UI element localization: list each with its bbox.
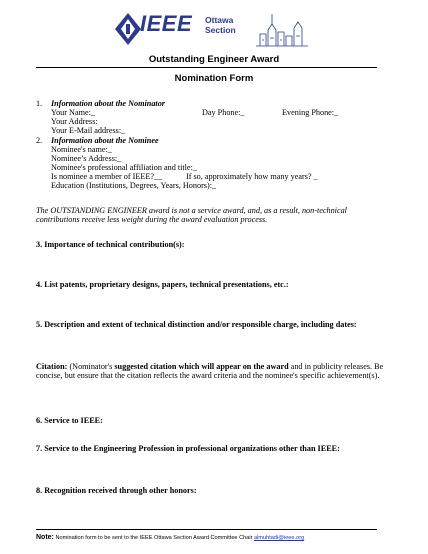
nominee-member-field[interactable]: Is nominee a member of IEEE?__ — [51, 172, 163, 181]
logo-section-line1: Ottawa — [205, 15, 234, 25]
award-note: The OUTSTANDING ENGINEER award is not a service award, and, as a result, non-technical contributions receive less weight during the award evaluation process. — [36, 206, 347, 225]
section-8-heading: 8. Recognition received through other honors: — [36, 486, 197, 495]
section-1-number: 1. — [36, 99, 43, 108]
citation-label: Citation: — [36, 362, 68, 371]
nominee-education-field[interactable]: Education (Institutions, Degrees, Years, Honors):_ — [51, 181, 217, 190]
nominator-email-field[interactable]: Your E-Mail address:_ — [51, 126, 126, 135]
citation-bold: suggested citation which will appear on the award — [114, 362, 289, 371]
citation-post: and in publicity releases. Be concise, but ensure that the citation reflects the award criteria and the nominee's specific achievement(s). — [36, 362, 384, 381]
footer-note-text: Nomination form to be sent to the IEEE Ottawa Section Award Committee Chair — [53, 535, 255, 541]
nominator-day-phone-field[interactable]: Day Phone:_ — [202, 108, 245, 117]
footer-note-label: Note: — [36, 534, 54, 541]
nominator-heading: Information about the Nominator — [51, 99, 165, 108]
nominee-address-field[interactable]: Nominee’s Address:_ — [51, 154, 122, 163]
section-3-heading: 3. Importance of technical contribution(s): — [36, 240, 185, 249]
section-7-heading: 7. Service to the Engineering Profession in professional organizations other than IEEE: — [36, 444, 340, 453]
form-subtitle: Nomination Form — [174, 73, 254, 84]
section-4-heading: 4. List patents, proprietary designs, papers, technical presentations, etc.: — [36, 280, 289, 289]
nominator-evening-phone-field[interactable]: Evening Phone:_ — [282, 108, 339, 117]
footer-divider — [36, 529, 377, 530]
footer-note — [36, 534, 304, 541]
citation-paragraph — [36, 362, 386, 381]
parliament-skyline-icon — [256, 14, 308, 46]
nominee-affiliation-field[interactable]: Nominee's professional affiliation and title:_ — [51, 163, 197, 172]
section-6-heading: 6. Service to IEEE: — [36, 416, 103, 425]
logo-section-line2: Section — [205, 25, 236, 35]
chair-email-link[interactable]: almuhtadi@ieee.org — [254, 535, 305, 541]
nominator-name-field[interactable]: Your Name:_ — [51, 108, 95, 117]
nominee-heading: Information about the Nominee — [51, 136, 159, 145]
section-5-heading: 5. Description and extent of technical distinction and/or responsible charge, including dates: — [36, 320, 357, 329]
nominator-address-field[interactable]: Your Address: — [51, 117, 98, 126]
nominee-name-field[interactable]: Nominee's name:_ — [51, 145, 112, 154]
logo-brand: IEEE — [140, 11, 193, 36]
citation-pre: (Nominator's — [67, 362, 115, 371]
title-divider — [36, 67, 377, 68]
section-2-number: 2. — [36, 136, 43, 145]
nominee-years-field[interactable]: If so, approximately how many years? _ — [186, 172, 318, 181]
page-title: Outstanding Engineer Award — [148, 54, 280, 65]
